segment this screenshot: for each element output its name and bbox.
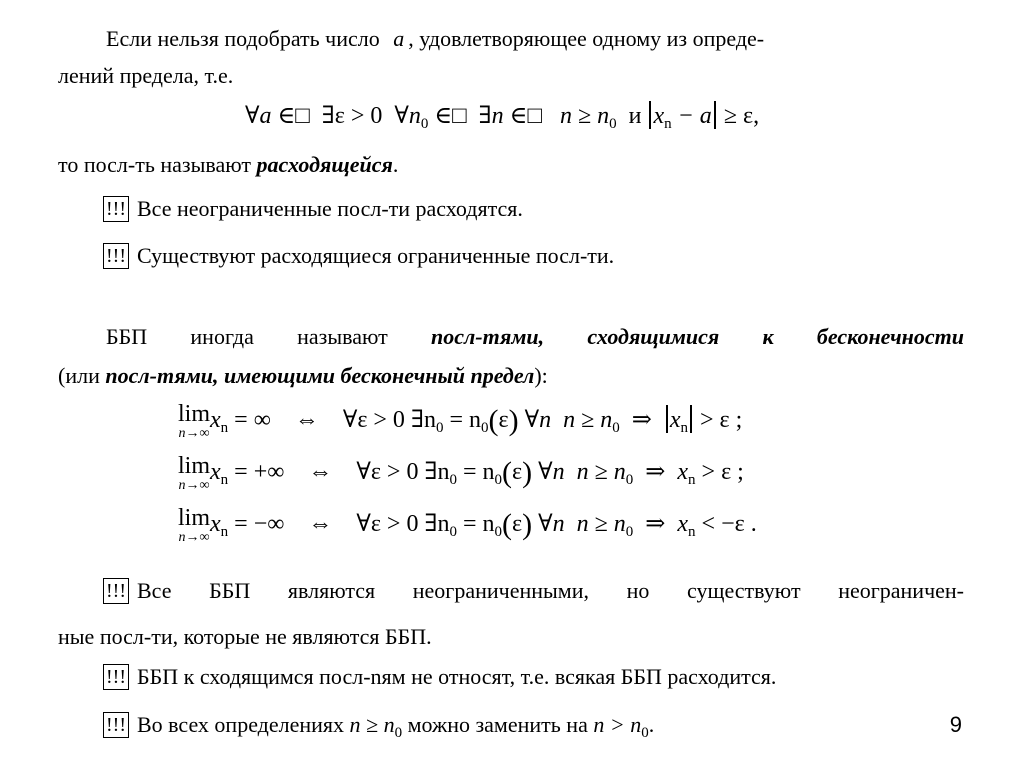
subscript: n xyxy=(220,524,229,540)
subscript: 0 xyxy=(420,116,429,132)
set-symbol: □ xyxy=(527,103,542,129)
exists-n0: ∃n xyxy=(424,459,450,485)
implies-arrow-icon: ⇒ xyxy=(645,459,666,485)
lim-operator xyxy=(178,505,211,548)
subscript: 0 xyxy=(609,116,617,132)
forall-n: ∀n xyxy=(524,407,552,433)
paren-left: ( xyxy=(502,456,513,489)
math-condition: n ≥ n xyxy=(576,511,626,537)
paren-left: ( xyxy=(488,404,499,437)
exists-eps: ∃ε > 0 xyxy=(321,103,383,129)
subscript: 0 xyxy=(394,725,403,741)
math-var: x xyxy=(210,459,221,485)
exclamation-box-icon: !!! xyxy=(103,243,129,269)
math-condition: n ≥ n xyxy=(563,407,613,433)
subscript: n xyxy=(220,420,229,436)
abs-bar-right xyxy=(690,405,692,433)
math-expr: = n xyxy=(457,459,495,485)
abs-bar-right xyxy=(714,101,716,129)
lim-subscript: n→∞ xyxy=(178,530,210,545)
lim-text: lim xyxy=(178,401,211,427)
note-bbp-unbounded-line-2 xyxy=(58,624,432,650)
math-expr: ≥ ε, xyxy=(723,103,760,129)
lim-operator xyxy=(178,401,211,444)
math-condition: n ≥ n xyxy=(576,459,626,485)
set-symbol: □ xyxy=(295,103,310,129)
paragraph-2-line-2 xyxy=(58,363,548,389)
text-segment: , удовлетворяющее одному из опреде- xyxy=(408,26,765,51)
subscript: n xyxy=(688,524,696,540)
math-expr: > ε ; xyxy=(700,407,743,433)
subscript: 0 xyxy=(449,472,457,488)
math-expr: < −ε . xyxy=(701,511,757,537)
note-bounded-divergent-exist xyxy=(103,243,614,269)
text-segment: (или xyxy=(58,363,106,388)
paragraph-1-line-2 xyxy=(58,63,233,89)
note-text: Во всех определениях xyxy=(136,712,350,737)
lim-text: lim xyxy=(178,505,211,531)
math-var: x xyxy=(677,511,689,537)
subscript: 0 xyxy=(435,420,444,436)
subscript: n xyxy=(664,116,672,132)
text-segment: ББП иногда называют xyxy=(106,324,431,349)
subscript: 0 xyxy=(449,524,457,540)
subscript: n xyxy=(680,420,689,436)
forall-symbol: ∀ xyxy=(394,103,409,129)
math-var: n xyxy=(408,103,421,129)
math-expr: = n xyxy=(443,407,482,433)
iff-arrow-icon: ⇔ xyxy=(308,459,333,485)
lim-subscript: n→∞ xyxy=(178,478,210,493)
math-var: x xyxy=(210,407,221,433)
implies-arrow-icon: ⇒ xyxy=(645,511,666,537)
subscript: 0 xyxy=(494,472,503,488)
exclamation-box-icon: !!! xyxy=(103,712,129,738)
term-infinite-limit: посл-тями, имеющими бесконечный предел xyxy=(105,363,535,388)
math-var: n xyxy=(491,103,504,129)
limit-formula-row xyxy=(178,401,743,444)
subscript: 0 xyxy=(494,524,503,540)
note-text: . xyxy=(648,712,655,737)
note-text: ББП к сходящимся посл-nям не относят, т.е. всякая ББП расходится. xyxy=(136,664,777,689)
paren-right: ) xyxy=(522,456,533,489)
text-segment: лений предела, т.е. xyxy=(58,63,234,88)
formula-divergent-definition xyxy=(245,101,759,130)
subscript: 0 xyxy=(612,420,620,436)
limit-value: = −∞ xyxy=(228,511,285,537)
in-symbol: ∈ xyxy=(277,103,296,129)
paren-left: ( xyxy=(502,508,513,541)
set-symbol: □ xyxy=(452,103,467,129)
forall-eps: ∀ε > 0 xyxy=(342,407,405,433)
lim-operator xyxy=(178,453,211,496)
forall-n: ∀n xyxy=(538,459,565,485)
subscript: n xyxy=(220,472,229,488)
paragraph-2-line-1 xyxy=(106,324,964,350)
forall-eps: ∀ε > 0 xyxy=(356,511,419,537)
note-text: можно заменить на xyxy=(402,712,594,737)
forall-symbol: ∀ xyxy=(245,103,260,129)
in-symbol: ∈ xyxy=(509,103,528,129)
paragraph-1-line-1 xyxy=(106,26,764,52)
math-var: x xyxy=(669,407,681,433)
exclamation-box-icon: !!! xyxy=(103,664,129,690)
math-var: ε xyxy=(512,459,523,485)
limit-formula-row xyxy=(178,453,744,496)
paren-right: ) xyxy=(522,508,533,541)
subscript: 0 xyxy=(625,472,634,488)
subscript: 0 xyxy=(481,420,489,436)
text-segment: Если нельзя подобрать число xyxy=(106,26,380,51)
limit-formula-row xyxy=(178,505,757,548)
math-var: a xyxy=(259,103,272,129)
math-expr: = n xyxy=(457,511,495,537)
text-segment: то посл-ть называют xyxy=(58,152,257,177)
math-var: x xyxy=(210,511,221,537)
note-text: Все неограниченные посл-ти расходятся. xyxy=(136,196,523,221)
exclamation-box-icon: !!! xyxy=(103,196,129,222)
iff-arrow-icon: ⇔ xyxy=(294,407,319,433)
math-expr: − a xyxy=(677,103,712,129)
term-converging-to-infinity: посл-тями, сходящимися к бесконечности xyxy=(431,324,965,349)
paren-right: ) xyxy=(508,404,519,437)
in-symbol: ∈ xyxy=(434,103,453,129)
lim-subscript: n→∞ xyxy=(178,426,210,441)
exists-n0: ∃n xyxy=(424,511,450,537)
forall-eps: ∀ε > 0 xyxy=(356,459,419,485)
math-expr: n > n xyxy=(593,712,642,737)
math-var: x xyxy=(653,103,665,129)
note-text: ные посл-ти, которые не являются ББП. xyxy=(58,624,432,649)
math-expr: > ε ; xyxy=(701,459,744,485)
math-var: ε xyxy=(512,511,523,537)
note-bbp-diverges xyxy=(103,664,776,690)
math-var: x xyxy=(677,459,689,485)
math-var: a xyxy=(393,26,405,51)
abs-bar-left xyxy=(666,405,668,433)
note-bbp-unbounded-line-1 xyxy=(103,578,964,604)
exclamation-box-icon: !!! xyxy=(103,578,129,604)
subscript: 0 xyxy=(625,524,634,540)
note-replace-condition xyxy=(103,712,655,741)
text-segment: ): xyxy=(534,363,548,388)
term-divergent: расходящейся xyxy=(256,152,393,177)
implies-arrow-icon: ⇒ xyxy=(631,407,652,433)
abs-bar-left xyxy=(649,101,651,129)
math-var: ε xyxy=(498,407,509,433)
limit-value: = ∞ xyxy=(228,407,271,433)
note-text: Все ББП являются неограниченными, но существуют неограничен- xyxy=(136,578,964,603)
forall-n: ∀n xyxy=(538,511,565,537)
note-unbounded-diverge xyxy=(103,196,523,222)
note-text: Существуют расходящиеся ограниченные посл-ти. xyxy=(136,243,615,268)
exists-n0: ∃n xyxy=(410,407,436,433)
limit-value: = +∞ xyxy=(228,459,285,485)
subscript: 0 xyxy=(641,725,649,741)
math-condition: n ≥ n xyxy=(559,103,610,129)
paragraph-1-end xyxy=(58,152,398,178)
exists-symbol: ∃ xyxy=(478,103,492,129)
page-number: 9 xyxy=(949,712,962,737)
subscript: n xyxy=(688,472,696,488)
iff-arrow-icon: ⇔ xyxy=(308,511,333,537)
lim-text: lim xyxy=(178,453,211,479)
math-expr: n ≥ n xyxy=(349,712,395,737)
conjunction-text: и xyxy=(628,103,642,129)
text-segment: . xyxy=(392,152,399,177)
